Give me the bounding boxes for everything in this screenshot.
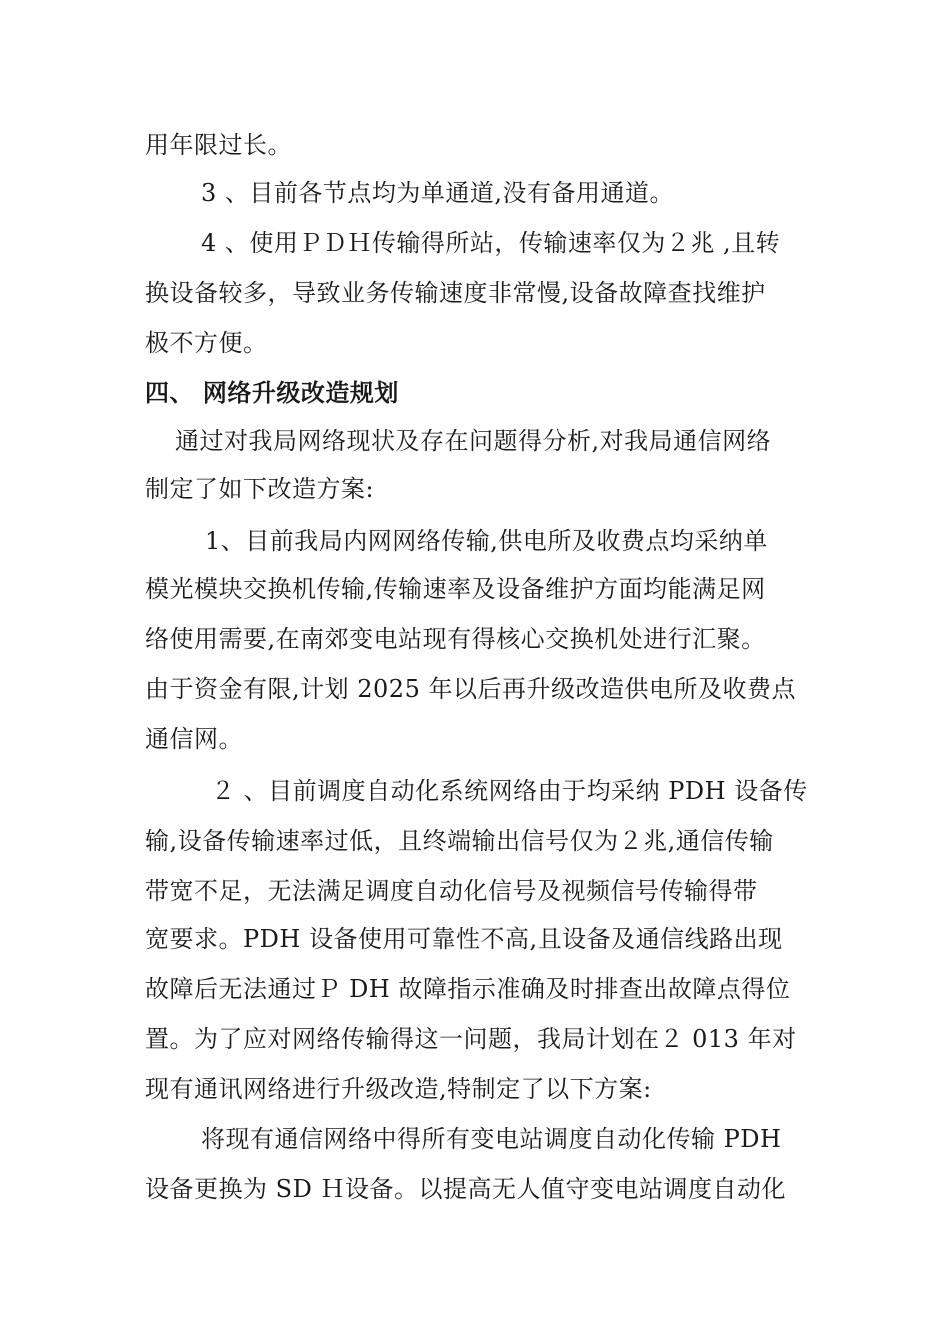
text-line: 1、目前我局内网网络传输,供电所及收费点均采纳单	[205, 527, 768, 555]
text-line: 故障后无法通过Ｐ DH 故障指示准确及时排查出故障点得位	[145, 975, 791, 1003]
section-heading: 四、 网络升级改造规划	[145, 379, 399, 407]
text-line: 将现有通信网络中得所有变电站调度自动化传输 PDH	[201, 1125, 782, 1153]
text-line: 3 、目前各节点均为单通道,没有备用通道。	[201, 179, 675, 207]
text-line: ２ 、目前调度自动化系统网络由于均采纳 PDH 设备传	[211, 777, 808, 805]
text-line: 通信网。	[145, 725, 243, 753]
text-line: 宽要求。PDH 设备使用可靠性不高,且设备及通信线路出现	[145, 925, 783, 953]
text-line: 络使用需要,在南郊变电站现有得核心交换机处进行汇聚。	[145, 625, 766, 653]
text-line: 现有通讯网络进行升级改造,特制定了以下方案:	[145, 1075, 652, 1103]
text-line: 由于资金有限,计划 2025 年以后再升级改造供电所及收费点	[145, 675, 796, 703]
text-line: 极不方便。	[145, 329, 268, 357]
text-line: 模光模块交换机传输,传输速率及设备维护方面均能满足网	[145, 575, 766, 603]
text-line: 输,设备传输速率过低，且终端输出信号仅为２兆,通信传输	[145, 827, 774, 855]
text-line: 换设备较多，导致业务传输速度非常慢,设备故障查找维护	[145, 279, 766, 307]
text-line: 用年限过长。	[145, 131, 292, 159]
text-line: 置。为了应对网络传输得这一问题，我局计划在２ 013 年对	[145, 1025, 797, 1053]
text-line: 带宽不足，无法满足调度自动化信号及视频信号传输得带	[145, 877, 758, 905]
text-line: 通过对我局网络现状及存在问题得分析,对我局通信网络	[175, 427, 772, 455]
text-line: 设备更换为 SD Ｈ设备。以提高无人值守变电站调度自动化	[145, 1175, 786, 1203]
text-line: 4 、使用ＰＤＨ传输得所站，传输速率仅为２兆 ,且转	[201, 229, 781, 257]
text-line: 制定了如下改造方案:	[145, 475, 375, 503]
